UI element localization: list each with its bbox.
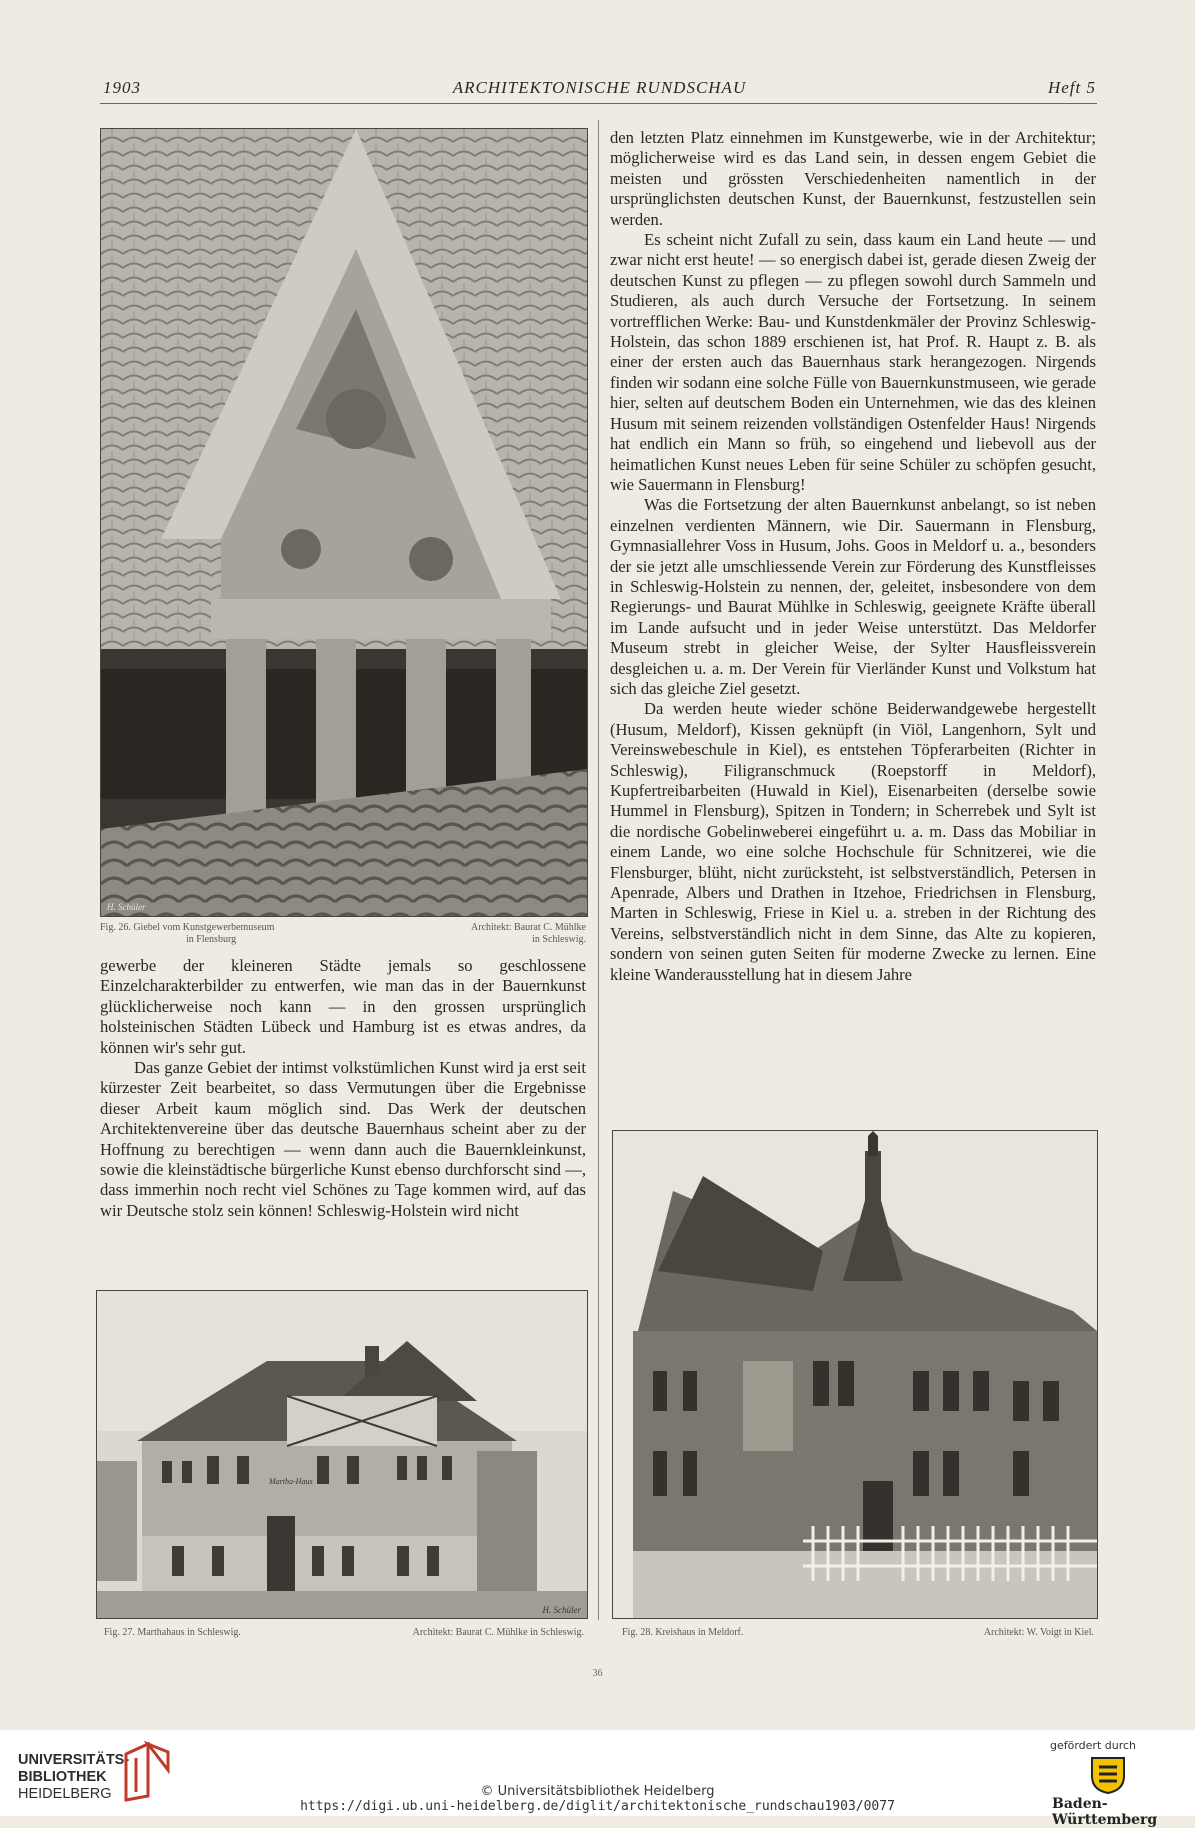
funded-by-label: gefördert durch xyxy=(1050,1739,1137,1752)
library-line-1: UNIVERSITÄTS- xyxy=(18,1752,130,1768)
left-column-text xyxy=(100,956,586,1221)
running-head xyxy=(103,78,1096,102)
source-url[interactable]: https://digi.ub.uni-heidelberg.de/diglit/architektonische_rundschau1903/0077 xyxy=(300,1799,895,1814)
header-year: 1903 xyxy=(103,78,141,97)
figure-27-marthahaus-photo xyxy=(96,1290,588,1619)
caption-right: Architekt: Baurat C. Mühlke in Schleswig. xyxy=(412,1627,584,1638)
photo-signature: H. Schüler xyxy=(542,1605,581,1615)
caption-left: Fig. 26. Giebel vom Kunstgewerbemuseum xyxy=(100,922,275,933)
photo-signature: H. Schüler xyxy=(107,902,146,912)
header-rule xyxy=(100,103,1097,104)
figure-28-kreishaus-photo xyxy=(612,1130,1098,1619)
library-line-3: HEIDELBERG xyxy=(18,1786,112,1802)
page-number: 36 xyxy=(592,1668,603,1679)
caption-right: Architekt: W. Voigt in Kiel. xyxy=(983,1627,1094,1638)
baden-wuerttemberg-crest-icon xyxy=(1090,1756,1126,1794)
library-footer xyxy=(0,1730,1195,1828)
figure-26-gable-photo xyxy=(100,128,588,917)
figure-26-caption xyxy=(100,922,586,948)
header-issue: Heft 5 xyxy=(1047,78,1096,97)
caption-right-2: in Schleswig. xyxy=(532,934,586,945)
caption-right: Architekt: Baurat C. Mühlke xyxy=(471,922,586,933)
funder-name: Baden-Württemberg xyxy=(1052,1796,1158,1828)
gable-illustration xyxy=(101,129,587,916)
paragraph: den letzten Platz einnehmen im Kunstgewerbe, wie in der Architektur; möglicherweise wird es das Land sein, in dessen engem Gebiet die meisten und grössten Verschiedenheiten namentlich in der ursprünglichsten deutschen Kunst, der Bauernkunst, festzustellen sein werden. xyxy=(610,128,1096,229)
marthahaus-illustration xyxy=(97,1291,587,1618)
caption-left: Fig. 27. Marthahaus in Schleswig. xyxy=(104,1627,241,1638)
kreishaus-illustration xyxy=(613,1131,1097,1618)
paragraph: Das ganze Gebiet der intimst volkstümlichen Kunst wird ja erst seit kürzester Zeit bearbeitet, so dass Vermutungen über die Ergebnisse dieser Arbeit kaum möglich sind. Das Werk der deutschen Architektenvereine über das deutsche Bauernhaus scheint aber zu der Hoffnung zu berechtigen — wenn dann auch die Bauernkleinkunst, sowie die kleinstädtische bürgerliche Kunst ebenso durchforscht sind —, dass immerhin noch recht viel Schönes zu Tage kommen wird, auf das wir Deutsche stolz sein können! Schleswig-Holstein wird nicht xyxy=(100,1058,586,1220)
right-column-text xyxy=(610,128,1096,985)
library-line-2: BIBLIOTHEK xyxy=(18,1769,107,1785)
caption-left: Fig. 28. Kreishaus in Meldorf. xyxy=(622,1627,744,1638)
caption-left-2: in Flensburg xyxy=(186,934,237,945)
building-sign: Martha-Haus xyxy=(269,1477,313,1486)
figure-28-caption xyxy=(622,1627,1094,1641)
column-divider xyxy=(598,120,599,1620)
paragraph: Es scheint nicht Zufall zu sein, dass kaum ein Land heute — und zwar nicht erst heute! — so energisch dabei ist, gerade diesen Zweig der deutschen Kunst zu pflegen — zu pflegen sowohl durch Sammeln und Studieren, als auch durch Versuche der Fortsetzung. In seinem vortrefflichen Werke: Bau- und Kunstdenkmäler der Provinz Schleswig-Holstein, das schon 1889 erschienen ist, hat Prof. R. Haupt z. B. als einer der ersten auch das Bauernhaus stark herangezogen. Nirgends finden wir sodann eine solche Fülle von Bauernkunstmuseen, wie gerade hier, selten auf deutschem Boden ein Unternehmen, wie das des kleinen Husum mit seinem reizenden vollständigen Ostenfelder Haus! Nirgends hat endlich ein Mann so früh, so eingehend und liebevoll aus der heimatlichen Kunst neues Leben für seine Schüler zu schöpfen gesucht, wie Sauermann in Flensburg! xyxy=(610,230,1096,494)
copyright-notice: © Universitätsbibliothek Heidelberg xyxy=(480,1784,715,1799)
header-title: ARCHITEKTONISCHE RUNDSCHAU xyxy=(452,78,747,97)
paragraph: Was die Fortsetzung der alten Bauernkunst anbelangt, so ist neben einzelnen verdienten Männern, wie Dir. Sauermann in Flensburg, Gymnasiallehrer Voss in Husum, Johs. Goos in Meldorf u. a., besonders der sie jetzt alle umschliessende Verein zur Förderung des Kunstfleisses in Schleswig-Holstein zu nennen, der, geleitet, insbesondere von dem Regierungs- und Baurat Mühlke in Schleswig, geeignete Kräfte überall im Lande aufsucht und in jeder Weise unterstützt. Das Meldorfer Museum strebt in gleicher Weise, der Sylter Hausfleissverein desgleichen u. a. m. Der Verein für Vierländer Kunst und Volkstum hat sich das gleiche Ziel gesetzt. xyxy=(610,495,1096,698)
paragraph: Da werden heute wieder schöne Beiderwandgewebe hergestellt (Husum, Meldorf), Kissen geknüpft (in Viöl, Langenhorn, Sylt und Vereinswebeschule in Kiel), es entstehen Töpferarbeiten (Richter in Schleswig), Filigranschmuck (Roepstorff in Meldorf), Kupfertreibarbeiten (Huwald in Kiel), Eisenarbeiten (derselbe sowie Hummel in Flensburg), Spitzen in Tondern; in Scherrebek und Sylt ist die nordische Gobelinweberei eingeführt u. a. m. Dass das Mobiliar in einem Lande, wo eine solche Hochschule für Schnitzerei, wie die Flensburger, blüht, nicht zurücksteht, ist selbstverständlich, Petersen in Apenrade, Albers und Drathen in Itzehoe, Friedrichsen in Flensburg, Marten in Schleswig, Friese in Kiel u. a. streben in der Richtung des Vereins, selbstverständlich nicht in dem Sinne, das Alte zu kopieren, sondern von seinen guten Seiten für moderne Zwecke zu lernen. Eine kleine Wanderausstellung hat in diesem Jahre xyxy=(610,699,1096,984)
paragraph: gewerbe der kleineren Städte jemals so geschlossene Einzelcharakterbilder zu entwerfen, wie man das in der Bauernkunst glücklicherweise noch kann — in den grossen ursprünglich holsteinischen Städten Lübeck und Hamburg ist es etwas andres, da können wir's sehr gut. xyxy=(100,956,586,1057)
figure-27-caption xyxy=(104,1627,584,1641)
